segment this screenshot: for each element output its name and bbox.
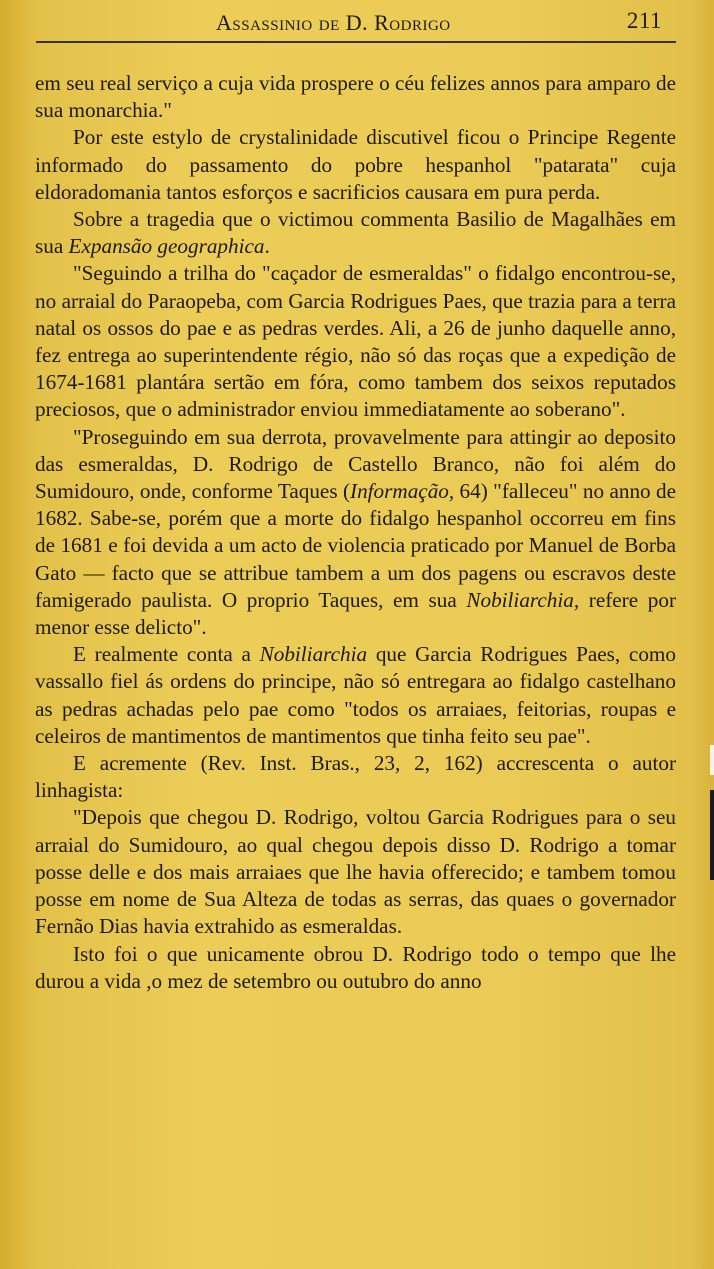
paragraph-6-part-c: que Garcia Rodrigues Paes, como vassallo fiel ás ordens do principe, não só entregara ao fidalgo castelhano as pedras achadas pelo pae como "todos os arraiaes, feitorias, roupas e celeiros de mantimentos de mantimentos que tinha feito seu pae". <box>35 642 677 748</box>
paragraph-5-part-e: refere por menor esse delicto". <box>35 587 676 640</box>
paragraph-1: em seu real serviço a cuja vida prospere o céu felizes annos para amparo de sua monarchia." <box>35 71 676 123</box>
header-rule <box>36 41 676 43</box>
paragraph-5-part-c: 64) "falleceu" no anno de 1682. Sabe-se, porém que a morte do fidalgo hespanhol occorreu em fins de 1681 e foi devida a um acto de violencia praticado por Manuel de Borba Gato — facto que se attribue tambem a um dos pagens ou escravos deste famigerado paulista. O proprio Taques, em sua <box>35 479 677 612</box>
page-number: 211 <box>626 8 662 33</box>
running-head: Assassinio de D. Rodrigo <box>216 10 451 35</box>
book-title-expansao: Expansão geographica <box>68 234 265 259</box>
citation-nobiliarchia: Nobiliarchia, <box>466 587 580 612</box>
citation-informacao: Informação, <box>350 479 455 504</box>
paragraph-5-part-a: "Proseguindo em sua derrota, provavelmente para attingir ao deposito das esmeraldas, D. Rodrigo de Castello Branco, não foi além do Sumidouro, onde, conforme Taques ( <box>35 424 676 504</box>
paragraph-3-end: . <box>264 234 270 259</box>
citation-nobiliarchia-2: Nobiliarchia <box>259 642 368 667</box>
paragraph-6 <box>35 641 676 750</box>
body-text <box>35 70 676 995</box>
paragraph-6-part-a: E realmente conta a <box>73 642 260 667</box>
paragraph-7: E acremente (Rev. Inst. Bras., 23, 2, 162) accrescenta o autor linhagista: <box>35 751 676 803</box>
paragraph-2: Por este estylo de crystalinidade discutivel ficou o Principe Regente informado do passamento do pobre hespanhol "patarata" cuja eldoradomania tantos esforços e sacrificios causara em pura perda. <box>35 125 676 204</box>
page-edge-dark <box>710 790 714 880</box>
page-header <box>36 6 676 40</box>
paragraph-9: Isto foi o que unicamente obrou D. Rodrigo todo o tempo que lhe durou a vida ,o mez de setembro ou outubro do anno <box>35 941 676 993</box>
paragraph-8: "Depois que chegou D. Rodrigo, voltou Garcia Rodrigues para o seu arraial do Sumidouro, ao qual chegou depois disso D. Rodrigo a tomar posse delle e dos mais arraiaes que lhe havia offerecido; e tambem tomou posse em nome de Sua Alteza de todas as serras, das quaes o governador Fernão Dias havia extrahido as esmeraldas. <box>35 805 676 939</box>
page-edge-light <box>710 745 714 775</box>
paragraph-4: "Seguindo a trilha do "caçador de esmeraldas" o fidalgo encontrou-se, no arraial do Paraopeba, com Garcia Rodrigues Paes, que trazia para a terra natal os ossos do pae e as pedras verdes. Ali, a 26 de junho daquelle anno, fez entrega ao superintendente régio, não só das roças que a expedição de 1674-1681 plantára sertão em fóra, como tambem dos seixos reputados preciosos, que o administrador enviou immediatamente ao soberano". <box>35 261 676 422</box>
paragraph-3 <box>35 206 676 260</box>
paragraph-3-text: Sobre a tragedia que o victimou commenta Basilio de Magalhães em sua <box>35 207 676 259</box>
paragraph-5 <box>35 424 676 642</box>
